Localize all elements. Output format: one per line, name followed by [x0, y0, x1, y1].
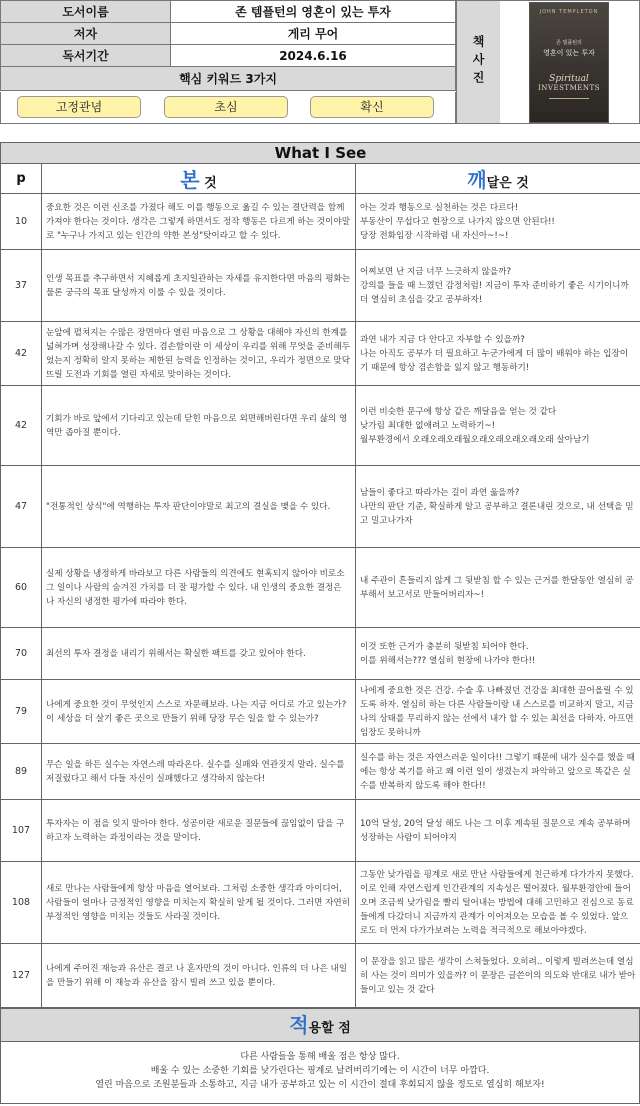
seen-text-cell: 투자자는 이 점을 잊지 말아야 한다. 성공이란 새로운 질문들에 끊임없이 답을 구하고자 노력하는 과정이라는 것을 말이다. [42, 800, 356, 862]
realized-text-cell: 아는 것과 행동으로 실천하는 것은 다르다! 부동산이 무섭다고 현장으로 나가지 않으면 안된다!! 당장 전화임장 시작하렴 내 자신아~!~! [356, 194, 640, 250]
page-number-cell: 70 [1, 628, 42, 680]
table-row [1, 800, 640, 862]
book-title-row [1, 1, 456, 23]
page-number-cell: 79 [1, 680, 42, 744]
seen-text-cell: 나에게 중요한 것이 무엇인지 스스로 자문해보라. 나는 지금 어디로 가고 있는가? 이 세상을 더 살기 좋은 곳으로 만들기 위해 당장 무슨 일을 할 수 있는가? [42, 680, 356, 744]
realized-text-cell: 10억 달성, 20억 달성 해도 나는 그 이후 계속된 질문으로 계속 공부하며 성장하는 사람이 되어야지 [356, 800, 640, 862]
reading-period-value: 2024.6.16 [171, 45, 456, 67]
table-row [1, 466, 640, 548]
table-row [1, 680, 640, 744]
cover-author: JOHN TEMPLETON [539, 9, 599, 15]
book-photo-label [456, 0, 501, 124]
realized-text-cell: 남들이 좋다고 따라가는 길이 과연 옳을까? 나만의 판단 기준, 확실하게 알고 공부하고 결론내린 것으로, 내 선택을 믿고 밀고나가자 [356, 466, 640, 548]
seen-text-cell: 최선의 투자 결정을 내리기 위해서는 확실한 팩트를 갖고 있어야 한다. [42, 628, 356, 680]
book-info-header [0, 0, 640, 124]
apply-header-rest: 용할 점 [308, 1021, 351, 1036]
page-number-cell: 107 [1, 800, 42, 862]
realized-text-cell: 나에게 중요한 것은 건강. 수술 후 나빠졌던 건강을 최대한 끌어올릴 수 있도록 하자. 열심히 하는 다른 사람들이랑 내 스스로를 비교하지 말고, 지금 나의 상태를 무리하지 않는 선에서 내가 할 수 있는 최선을 다하자. 아프면 임장도 못하니까 [356, 680, 640, 744]
seen-text-cell: 나에게 주어진 재능과 유산은 결코 나 혼자만의 것이 아니다. 인류의 더 나은 내일을 만들기 위해 이 재능과 유산을 잠시 빌려 쓰고 있을 뿐이다. [42, 944, 356, 1008]
cover-korean-subtitle: 존 템플턴의 [556, 40, 582, 46]
table-row [1, 548, 640, 628]
table-row [1, 628, 640, 680]
apply-points-header [0, 1008, 640, 1042]
realized-text-cell: 어찌보면 난 지금 너무 느긋하지 않을까? 강의를 들을 때 느꼈던 감정처럼! 지금이 투자 준비하기 좋은 시기이니까 더 열심히 초심을 갖고 공부하자! [356, 250, 640, 322]
page-number-cell: 42 [1, 386, 42, 466]
what-i-see-rows [1, 194, 640, 1008]
realized-header-rest: 달은 것 [486, 176, 529, 191]
keywords-row [0, 92, 456, 124]
page-number-cell: 108 [1, 862, 42, 944]
apply-line-1: 다른 사람들을 통해 배울 점은 항상 많다. [240, 1052, 400, 1062]
book-info-table [0, 0, 456, 91]
seen-text-cell: 무슨 일을 하든 실수는 자연스레 따라온다. 실수를 실패와 연관짓지 말라. 실수를 저질렀다고 해서 다들 자신이 실패했다고 생각하지 않는다! [42, 744, 356, 800]
apply-points-body [0, 1042, 640, 1104]
table-row [1, 744, 640, 800]
keywords-title: 핵심 키워드 3가지 [1, 67, 456, 91]
page-column-header: p [1, 164, 42, 194]
realized-text-cell: 내 주관이 흔들리지 않게 그 뒷받침 할 수 있는 근거를 한달동안 열심히 공부해서 보고서로 만들어버리자~! [356, 548, 640, 628]
seen-column-header [42, 164, 356, 194]
realized-text-cell: 과연 내가 지금 다 안다고 자부할 수 있을까? 나는 아직도 공부가 더 필요하고 누군가에게 더 많이 배워야 하는 입장이기 때문에 항상 겸손함을 잃지 않고 행동하기! [356, 322, 640, 386]
cover-korean-title: 영혼이 있는 투자 [543, 49, 595, 57]
book-title-value: 존 템플턴의 영혼이 있는 투자 [171, 1, 456, 23]
book-title-label: 도서이름 [1, 1, 171, 23]
reading-period-row [1, 45, 456, 67]
realized-header-big: 깨 [467, 168, 487, 192]
book-photo-label-text: 책사진 [471, 35, 485, 89]
cover-english-title-1: Spiritual [549, 74, 589, 84]
seen-text-cell: 기회가 바로 앞에서 기다리고 있는데 닫힌 마음으로 외면해버린다면 우리 삶의 영역만 좁아질 뿐이다. [42, 386, 356, 466]
keyword-1: 고정관념 [17, 96, 141, 118]
book-cover-image [529, 2, 609, 123]
cover-english-title-2: INVESTMENTS [538, 84, 600, 92]
realized-text-cell: 이 문장을 읽고 많은 생각이 스쳐들었다. 오히려.. 이렇게 빌려쓰는데 열심히 사는 것이 의미가 있을까? 이 문장은 글쓴이의 의도와 반대로 내가 받아들이고 있는 것 같다 [356, 944, 640, 1008]
apply-line-2: 배울 수 있는 소중한 기회를 낮가린다는 핑계로 날려버리기에는 이 시간이 너무 아깝다. [150, 1066, 490, 1076]
seen-text-cell: 인생 목표를 추구하면서 지혜롭게 초지일관하는 자세를 유지한다면 마음의 평화는 물론 궁극의 목표 달성까지 이룰 수 있을 것이다. [42, 250, 356, 322]
author-row [1, 23, 456, 45]
realized-text-cell: 실수를 하는 것은 자연스러운 일이다!! 그렇기 때문에 내가 실수를 했을 때에는 항상 복기를 하고 왜 이런 일이 생겼는지 파악하고 앞으로 똑같은 실수를 반복하지 않도록 해야 한다!! [356, 744, 640, 800]
cover-divider [549, 98, 589, 99]
apply-line-3: 열린 마음으로 조원분들과 소통하고, 지금 내가 공부하고 있는 이 시간이 절대 후회되지 않을 정도로 열심히 해보자! [95, 1080, 545, 1090]
realized-text-cell: 이것 또한 근거가 충분히 뒷받침 되어야 한다. 이를 위해서는??? 열심히 현장에 나가야 한다!! [356, 628, 640, 680]
apply-header-big: 적 [289, 1013, 309, 1037]
page-number-cell: 47 [1, 466, 42, 548]
author-label: 저자 [1, 23, 171, 45]
seen-text-cell: 실제 상황을 냉정하게 바라보고 다른 사람들의 의견에도 현혹되지 않아야 비로소 그 일이나 사람의 숨겨진 가치를 더 잘 평가할 수 있다. 내 인생의 중요한 결정은 나 자신의 냉정한 평가에 따라야 한다. [42, 548, 356, 628]
what-i-see-title: What I See [1, 143, 640, 164]
book-photo-cell [500, 0, 640, 124]
seen-header-rest: 것 [199, 176, 217, 191]
table-row [1, 322, 640, 386]
table-row [1, 944, 640, 1008]
keywords-title-row [1, 67, 456, 91]
reading-period-label: 독서기간 [1, 45, 171, 67]
table-row [1, 194, 640, 250]
seen-header-big: 본 [180, 168, 200, 192]
seen-text-cell: 눈앞에 펼쳐지는 수많은 장면마다 열린 마음으로 그 상황을 대해야 자신의 한계를 넓혀가며 성장해나갈 수 있다. 겸손함이란 이 세상이 우리를 위해 무엇을 준비해두었는지 정확히 알지 못하는 제한된 능력을 인정하는 것이고, 우리가 정면으로 맞닥뜨릴 도전과 기회를 열린 자세로 맞이하는 것이다. [42, 322, 356, 386]
seen-text-cell: "전통적인 상식"에 역행하는 투자 판단이야말로 최고의 결실을 맺을 수 있다. [42, 466, 356, 548]
what-i-see-title-row [1, 143, 640, 164]
keyword-2: 초심 [164, 96, 288, 118]
page-number-cell: 127 [1, 944, 42, 1008]
table-row [1, 386, 640, 466]
seen-text-cell: 중요한 것은 이런 신조를 가졌다 해도 이를 행동으로 옮길 수 있는 결단력을 함께 가져야 한다는 것이다. 생각은 그렇게 하면서도 정작 행동은 다르게 하는 것이야말로 "누구나 가지고 있는 인간의 약한 본성"탓이라고 할 수 있다. [42, 194, 356, 250]
column-header-row [1, 164, 640, 194]
page-number-cell: 60 [1, 548, 42, 628]
seen-text-cell: 새로 만나는 사람들에게 항상 마음을 열어보라. 그처럼 소중한 생각과 아이디어, 사람들이 얼마나 긍정적인 영향을 미치는지 확실히 알게 될 것이다. 그러면 자연히 부정적인 영향을 미치는 것들도 사라질 것이다. [42, 862, 356, 944]
page-number-cell: 37 [1, 250, 42, 322]
realized-text-cell: 그동안 낮가림을 핑계로 새로 만난 사람들에게 친근하게 다가가지 못했다. 이로 인해 자연스럽게 인간관계의 지속성은 떨어졌다. 월부환경안에 들어오며 조금씩 낮가림을 빨리 털어내는 방법에 대해 고민하고 진심으로 동료들에게 다갔더니 지금까지 관계가 이어져오는 모습을 볼 수 있었다. 앞으로도 더 먼저 다가가보려는 노력을 적극적으로 해보아야겠다. [356, 862, 640, 944]
realized-column-header [356, 164, 640, 194]
table-row [1, 862, 640, 944]
page-number-cell: 42 [1, 322, 42, 386]
realized-text-cell: 이런 비슷한 문구에 항상 같은 깨달음을 얻는 것 같다 낮가림 최대한 없애려고 노력하기~! 월부환경에서 오래오래오래월오래오래오래오래오래 살아남기 [356, 386, 640, 466]
author-value: 게리 무어 [171, 23, 456, 45]
page-number-cell: 89 [1, 744, 42, 800]
keyword-3: 확신 [310, 96, 434, 118]
table-row [1, 250, 640, 322]
page-number-cell: 10 [1, 194, 42, 250]
what-i-see-table [0, 142, 640, 1008]
